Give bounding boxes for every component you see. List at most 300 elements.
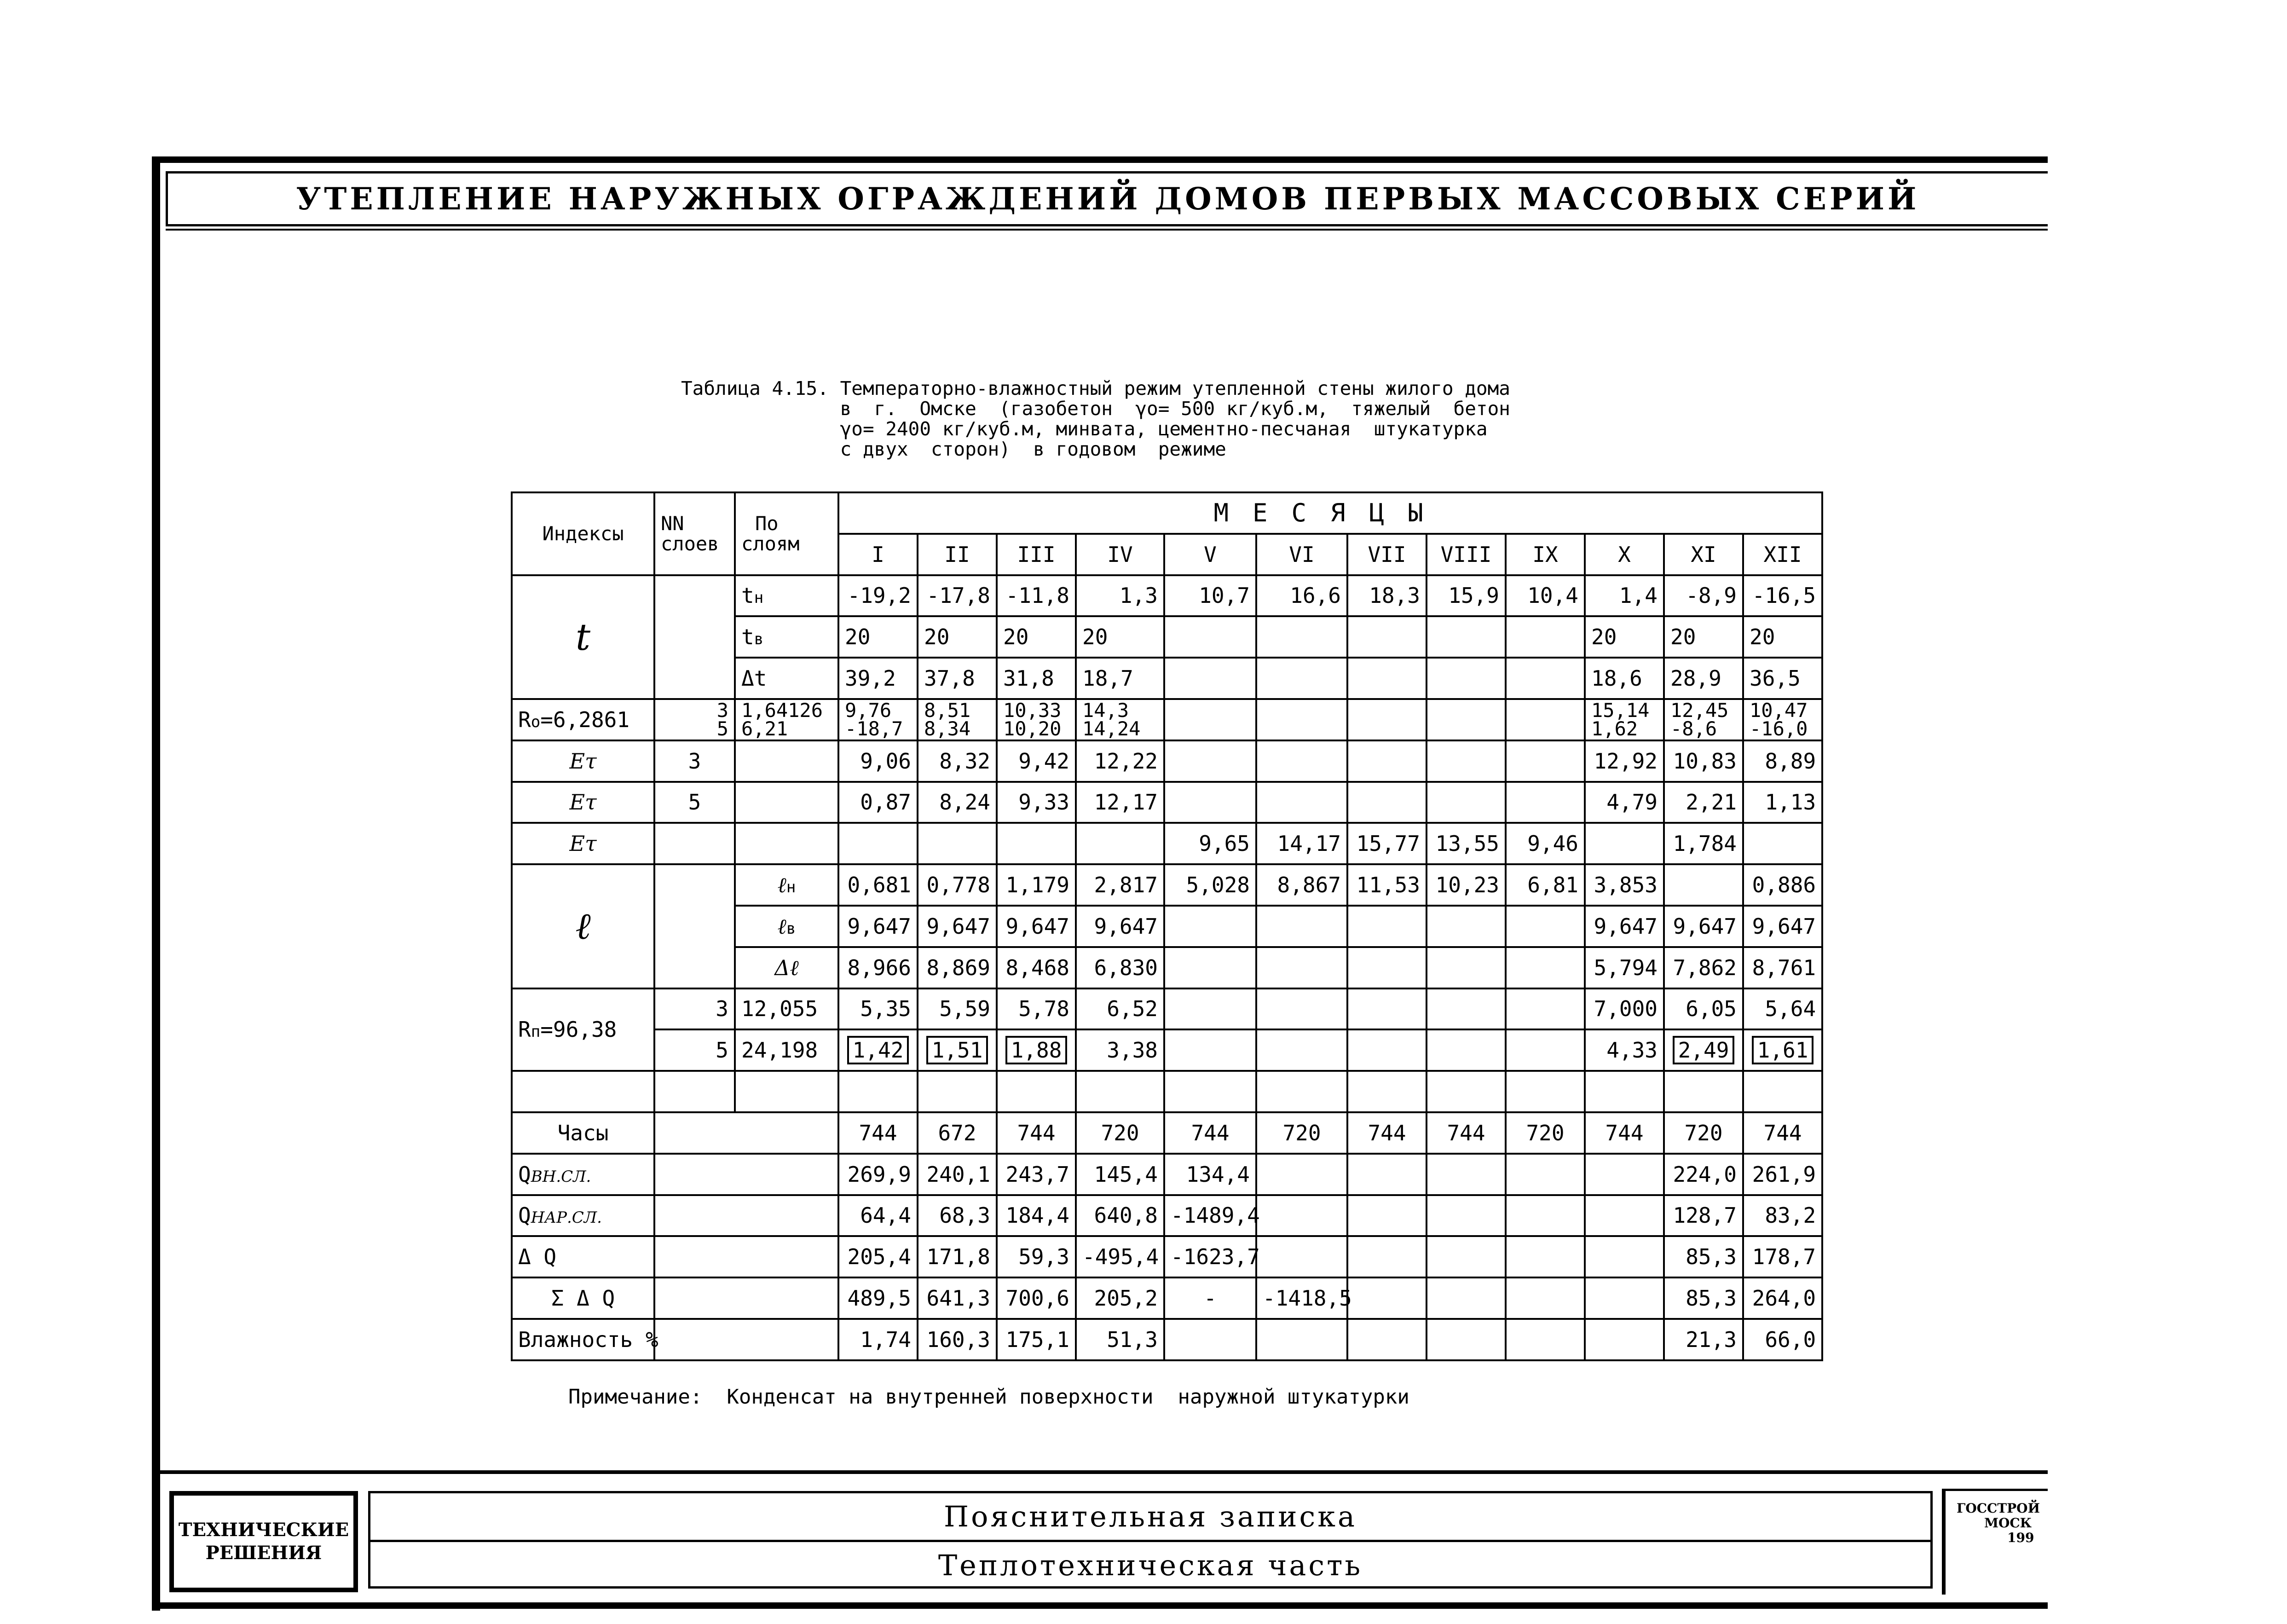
value-cell: 9,42 (997, 740, 1076, 782)
value-cell-boxed (918, 1029, 997, 1071)
value-cell (1506, 1236, 1585, 1277)
value-cell: 205,4 (838, 1236, 918, 1277)
value-cell (1506, 782, 1585, 823)
month-header-cell: II (918, 534, 997, 575)
value-cell (1256, 1319, 1347, 1360)
month-header-cell: XI (1664, 534, 1743, 575)
value-cell (1506, 1154, 1585, 1195)
value-cell: 20 (1743, 616, 1822, 658)
month-header-cell: III (997, 534, 1076, 575)
value-cell: 10,7 (1164, 575, 1256, 617)
r0-value-cell (1256, 699, 1347, 740)
month-header-cell: VI (1256, 534, 1347, 575)
value-cell: 160,3 (918, 1319, 997, 1360)
e-layer-cell: 3 (654, 740, 735, 782)
value-cell (1426, 616, 1506, 658)
month-header-cell: XII (1743, 534, 1822, 575)
by-layer-cell (735, 658, 838, 699)
table-row-l (512, 864, 1822, 906)
value-cell: 8,869 (918, 947, 997, 988)
value-cell: 18,3 (1347, 575, 1426, 617)
empty-cell (1164, 1071, 1256, 1112)
value-cell: 6,830 (1076, 947, 1164, 988)
r0-layers-cell (654, 699, 735, 740)
e-label-cell: Eτ (512, 782, 654, 823)
value-cell: 9,33 (997, 782, 1076, 823)
value-cell: 7,862 (1664, 947, 1743, 988)
value-cell (1506, 1029, 1585, 1071)
r0-sub: о (531, 712, 541, 731)
value-cell (1347, 988, 1426, 1030)
r0-value-bottom: 10,20 (1003, 717, 1062, 740)
value-cell (1256, 616, 1347, 658)
value-cell (1426, 782, 1506, 823)
value-cell: 68,3 (918, 1195, 997, 1237)
value-cell (1426, 740, 1506, 782)
value-cell (918, 823, 997, 864)
month-header-cell: IX (1506, 534, 1585, 575)
q-label-base: Σ Δ Q (551, 1286, 615, 1311)
header-index: Индексы (512, 492, 654, 575)
value-cell: 9,06 (838, 740, 918, 782)
r0-value-top: 14,3 (1082, 699, 1129, 722)
e-label-cell: Eτ (512, 740, 654, 782)
value-cell: 59,3 (997, 1236, 1076, 1277)
value-cell: 18,6 (1585, 658, 1664, 699)
e-by-cell-empty (735, 740, 838, 782)
e-layer-cell: 5 (654, 782, 735, 823)
value-cell: 1,3 (1076, 575, 1164, 617)
value-cell (1506, 1277, 1585, 1319)
e-layer-cell (654, 823, 735, 864)
frame-left-border (152, 156, 160, 1611)
r0-value-cell (1664, 699, 1743, 740)
by-layer-cell (735, 864, 838, 906)
value-cell: 5,64 (1743, 988, 1822, 1030)
table-row-humidity (512, 1319, 1822, 1360)
value-cell: 8,89 (1743, 740, 1822, 782)
index-t-cell: t (512, 575, 654, 699)
by-layer-base: Δt (741, 666, 767, 691)
value-cell: 14,17 (1256, 823, 1347, 864)
value-cell (1426, 1236, 1506, 1277)
caption-line-1: Таблица 4.15. Температорно-влажностный режим утепленной стены жилого дома (681, 377, 1510, 399)
value-cell: -16,5 (1743, 575, 1822, 617)
value-cell: 240,1 (918, 1154, 997, 1195)
value-cell: 21,3 (1664, 1319, 1743, 1360)
r0-value-cell (997, 699, 1076, 740)
value-cell (1256, 906, 1347, 947)
value-cell (1256, 1154, 1347, 1195)
value-cell: 0,778 (918, 864, 997, 906)
value-cell: 83,2 (1743, 1195, 1822, 1237)
table-row-q (512, 1195, 1822, 1237)
value-cell (1164, 658, 1256, 699)
value-cell (1256, 1195, 1347, 1237)
value-cell (1347, 1236, 1426, 1277)
value-cell (1585, 1195, 1664, 1237)
by-layer-base: t (741, 624, 754, 650)
caption-line-2: в г. Омске (газобетон γо= 500 кг/куб.м, тяжелый бетон (681, 398, 1510, 420)
value-cell (1347, 906, 1426, 947)
header-by-layers: По слоям (735, 492, 838, 575)
value-cell: 9,46 (1506, 823, 1585, 864)
by-layer-cell (735, 616, 838, 658)
value-cell (1347, 658, 1426, 699)
stamp-right-line-2: МОСК (1984, 1515, 2032, 1531)
value-cell: 700,6 (997, 1277, 1076, 1319)
value-cell (1347, 616, 1426, 658)
empty-cell (997, 1071, 1076, 1112)
value-cell: 8,761 (1743, 947, 1822, 988)
table-row-e (512, 740, 1822, 782)
empty-cell (1426, 1071, 1506, 1112)
stamp-gosstroy (1942, 1489, 2048, 1595)
value-cell: 5,794 (1585, 947, 1664, 988)
stamp-mid-line-1: Пояснительная записка (944, 1500, 1357, 1533)
month-header-cell: I (838, 534, 918, 575)
value-cell-boxed (838, 1029, 918, 1071)
empty-cell (1076, 1071, 1164, 1112)
value-cell: 9,65 (1164, 823, 1256, 864)
value-cell-boxed (1664, 1029, 1743, 1071)
r0-value-bottom: -16,0 (1750, 717, 1808, 740)
value-cell: 64,4 (838, 1195, 918, 1237)
r0-value-bottom: 1,62 (1591, 717, 1638, 740)
value-cell: 175,1 (997, 1319, 1076, 1360)
value-cell (1256, 740, 1347, 782)
q-empty-cell (654, 1154, 838, 1195)
value-cell: -495,4 (1076, 1236, 1164, 1277)
value-cell (1506, 740, 1585, 782)
value-cell: 4,79 (1585, 782, 1664, 823)
value-cell (1347, 1029, 1426, 1071)
r0-by-cell (735, 699, 838, 740)
value-cell: 9,647 (1664, 906, 1743, 947)
value-cell (1256, 782, 1347, 823)
table-row-t (512, 575, 1822, 617)
value-cell: 205,2 (1076, 1277, 1164, 1319)
value-cell (1506, 616, 1585, 658)
value-cell: -1489,4 (1164, 1195, 1256, 1237)
value-cell: 243,7 (997, 1154, 1076, 1195)
value-cell: 9,647 (1585, 906, 1664, 947)
value-cell: 744 (1426, 1112, 1506, 1154)
e-by-cell-empty (735, 823, 838, 864)
by-layer-sub: н (786, 878, 796, 897)
boxed-value: 2,49 (1673, 1036, 1735, 1064)
value-cell (1585, 1236, 1664, 1277)
rn-layer-cell: 3 (654, 988, 735, 1030)
value-cell: 20 (918, 616, 997, 658)
stamp-technical-solutions (169, 1491, 358, 1592)
q-empty-cell (654, 1236, 838, 1277)
table-row-e (512, 782, 1822, 823)
value-cell (1164, 947, 1256, 988)
by-layer-base: t (741, 583, 754, 608)
month-header-cell: X (1585, 534, 1664, 575)
r0-by-bottom: 6,21 (741, 717, 788, 740)
rn-val: =96,38 (540, 1017, 617, 1042)
value-cell (1164, 1029, 1256, 1071)
thermal-moisture-table (511, 491, 1823, 1361)
value-cell: 10,83 (1664, 740, 1743, 782)
q-label-sub: НАР.СЛ. (531, 1208, 602, 1227)
layers-cell-empty (654, 575, 735, 699)
r0-layer-5: 5 (716, 717, 728, 740)
empty-cell (654, 1071, 735, 1112)
value-cell: 641,3 (918, 1277, 997, 1319)
table-caption (681, 378, 1693, 459)
value-cell: -8,9 (1664, 575, 1743, 617)
boxed-value: 1,88 (1005, 1036, 1068, 1064)
value-cell (1164, 782, 1256, 823)
value-cell: 744 (1164, 1112, 1256, 1154)
value-cell (1256, 947, 1347, 988)
value-cell: 10,4 (1506, 575, 1585, 617)
r0-value-top: 10,33 (1003, 699, 1062, 722)
value-cell (1347, 1195, 1426, 1237)
value-cell: 6,52 (1076, 988, 1164, 1030)
rn-layer-cell: 5 (654, 1029, 735, 1071)
value-cell: 5,78 (997, 988, 1076, 1030)
by-layer-base: ℓ (777, 873, 786, 898)
caption-line-3: γо= 2400 кг/куб.м, минвата, цементно-песчаная штукатурка (681, 418, 1488, 440)
q-label-cell (512, 1195, 654, 1237)
value-cell: 31,8 (997, 658, 1076, 699)
value-cell (1426, 1195, 1506, 1237)
value-cell: 20 (1585, 616, 1664, 658)
table-row-q (512, 1154, 1822, 1195)
value-cell: 3,38 (1076, 1029, 1164, 1071)
value-cell: 1,4 (1585, 575, 1664, 617)
value-cell: 66,0 (1743, 1319, 1822, 1360)
value-cell: 720 (1076, 1112, 1164, 1154)
value-cell: 269,9 (838, 1154, 918, 1195)
value-cell: 1,13 (1743, 782, 1822, 823)
value-cell (1164, 906, 1256, 947)
r0-value-cell (1347, 699, 1426, 740)
value-cell: 18,7 (1076, 658, 1164, 699)
value-cell-boxed (1743, 1029, 1822, 1071)
rn-sub: п (531, 1023, 541, 1041)
value-cell: 1,179 (997, 864, 1076, 906)
table-row-e (512, 823, 1822, 864)
value-cell (1426, 658, 1506, 699)
value-cell: 8,867 (1256, 864, 1347, 906)
month-header-cell: IV (1076, 534, 1164, 575)
value-cell: 261,9 (1743, 1154, 1822, 1195)
value-cell (1585, 1277, 1664, 1319)
value-cell (1506, 988, 1585, 1030)
value-cell (1506, 906, 1585, 947)
value-cell: 12,92 (1585, 740, 1664, 782)
r0-layer-3: 3 (716, 699, 728, 722)
value-cell: 36,5 (1743, 658, 1822, 699)
stamp-right-line-1: ГОССТРОЙ (1957, 1501, 2040, 1516)
r0-value-cell (838, 699, 918, 740)
table-note: Примечание: Конденсат на внутренней поверхности наружной штукатурки (568, 1385, 1409, 1409)
value-cell: 12,22 (1076, 740, 1164, 782)
q-label-base: Q (518, 1162, 531, 1187)
value-cell: 10,23 (1426, 864, 1506, 906)
r0-value-bottom: -18,7 (845, 717, 903, 740)
value-cell: 0,87 (838, 782, 918, 823)
month-header-cell: VIII (1426, 534, 1506, 575)
value-cell: 184,4 (997, 1195, 1076, 1237)
value-cell: 39,2 (838, 658, 918, 699)
value-cell (1426, 1319, 1506, 1360)
value-cell (1164, 1319, 1256, 1360)
by-layer-sub: н (754, 589, 764, 607)
value-cell: 5,35 (838, 988, 918, 1030)
header-title-box (166, 171, 2048, 226)
value-cell: 744 (1585, 1112, 1664, 1154)
q-empty-cell (654, 1277, 838, 1319)
rn-label-cell (512, 988, 654, 1071)
by-layer-base: ℓ (777, 913, 786, 939)
value-cell: - (1164, 1277, 1256, 1319)
value-cell: 640,8 (1076, 1195, 1164, 1237)
value-cell: 744 (1743, 1112, 1822, 1154)
value-cell (1426, 1277, 1506, 1319)
value-cell: 20 (1076, 616, 1164, 658)
caption-line-4: с двух сторон) в годовом режиме (681, 438, 1226, 460)
value-cell (1743, 823, 1822, 864)
humidity-label-cell: Влажность % (512, 1319, 654, 1360)
r0-value-cell (1076, 699, 1164, 740)
value-cell (1585, 823, 1664, 864)
value-cell (1426, 1154, 1506, 1195)
empty-cell (1256, 1071, 1347, 1112)
value-cell: 2,817 (1076, 864, 1164, 906)
frame-bottom-border (152, 1602, 2048, 1609)
empty-cell (1585, 1071, 1664, 1112)
r0-value-cell (918, 699, 997, 740)
value-cell: 224,0 (1664, 1154, 1743, 1195)
humidity-empty-cell (654, 1319, 838, 1360)
index-l-cell: ℓ (512, 864, 654, 988)
value-cell: 9,647 (838, 906, 918, 947)
value-cell: 178,7 (1743, 1236, 1822, 1277)
value-cell (1506, 1319, 1585, 1360)
r0-value-cell (1506, 699, 1585, 740)
stamp-mid-line-2: Теплотехническая часть (370, 1540, 1930, 1589)
r0-base: R (518, 707, 531, 732)
value-cell: 171,8 (918, 1236, 997, 1277)
value-cell: 5,59 (918, 988, 997, 1030)
value-cell: 28,9 (1664, 658, 1743, 699)
q-label-cell (512, 1236, 654, 1277)
r0-value-top: 12,45 (1670, 699, 1729, 722)
value-cell: 8,468 (997, 947, 1076, 988)
value-cell: 16,6 (1256, 575, 1347, 617)
rn-by-cell: 24,198 (735, 1029, 838, 1071)
table-row-r0 (512, 699, 1822, 740)
by-layer-sub: в (754, 630, 764, 649)
value-cell: 6,05 (1664, 988, 1743, 1030)
header-layers: NN слоев (654, 492, 735, 575)
value-cell: 15,77 (1347, 823, 1426, 864)
value-cell (1347, 740, 1426, 782)
frame-top-border (152, 156, 2048, 163)
value-cell (1426, 947, 1506, 988)
r0-value-top: 9,76 (845, 699, 892, 722)
value-cell: 9,647 (1076, 906, 1164, 947)
r0-label-cell (512, 699, 654, 740)
value-cell: 20 (838, 616, 918, 658)
value-cell: 1,74 (838, 1319, 918, 1360)
q-label-base: Δ Q (518, 1244, 557, 1270)
value-cell: 7,000 (1585, 988, 1664, 1030)
q-label-sub: ВН.СЛ. (531, 1167, 591, 1186)
value-cell: 744 (1347, 1112, 1426, 1154)
value-cell: 4,33 (1585, 1029, 1664, 1071)
r0-value-bottom: 14,24 (1082, 717, 1141, 740)
hours-empty-cell (654, 1112, 838, 1154)
value-cell (997, 823, 1076, 864)
value-cell (838, 823, 918, 864)
value-cell: 15,9 (1426, 575, 1506, 617)
q-label-cell (512, 1154, 654, 1195)
value-cell: 85,3 (1664, 1277, 1743, 1319)
layers-cell-empty (654, 864, 735, 988)
value-cell (1426, 988, 1506, 1030)
value-cell (1347, 1277, 1426, 1319)
value-cell (1347, 782, 1426, 823)
value-cell (1506, 947, 1585, 988)
value-cell (1076, 823, 1164, 864)
r0-value-bottom: -8,6 (1670, 717, 1717, 740)
value-cell (1164, 740, 1256, 782)
value-cell: 128,7 (1664, 1195, 1743, 1237)
empty-cell (1664, 1071, 1743, 1112)
value-cell-boxed (997, 1029, 1076, 1071)
value-cell: 12,17 (1076, 782, 1164, 823)
stamp-right-line-3: 199 (2007, 1530, 2034, 1545)
value-cell: 0,886 (1743, 864, 1822, 906)
boxed-value: 1,51 (926, 1036, 988, 1064)
value-cell (1585, 1319, 1664, 1360)
value-cell: 0,681 (838, 864, 918, 906)
value-cell: 11,53 (1347, 864, 1426, 906)
r0-value-top: 15,14 (1591, 699, 1650, 722)
value-cell: 8,24 (918, 782, 997, 823)
value-cell: 51,3 (1076, 1319, 1164, 1360)
value-cell: -19,2 (838, 575, 918, 617)
value-cell: -11,8 (997, 575, 1076, 617)
value-cell (1506, 658, 1585, 699)
empty-cell (1347, 1071, 1426, 1112)
r0-value-cell (1743, 699, 1822, 740)
value-cell: 672 (918, 1112, 997, 1154)
value-cell: 20 (1664, 616, 1743, 658)
by-layer-sub: в (786, 919, 796, 938)
value-cell: 720 (1256, 1112, 1347, 1154)
value-cell (1426, 906, 1506, 947)
rn-base: R (518, 1017, 531, 1042)
value-cell: 145,4 (1076, 1154, 1164, 1195)
value-cell: 8,966 (838, 947, 918, 988)
value-cell: 264,0 (1743, 1277, 1822, 1319)
value-cell: 9,647 (997, 906, 1076, 947)
month-header-cell: V (1164, 534, 1256, 575)
value-cell (1164, 988, 1256, 1030)
empty-cell (1743, 1071, 1822, 1112)
table-row-q (512, 1277, 1822, 1319)
r0-by-top: 1,64126 (741, 699, 823, 722)
header-months: МЕСЯЦЫ (838, 492, 1822, 534)
